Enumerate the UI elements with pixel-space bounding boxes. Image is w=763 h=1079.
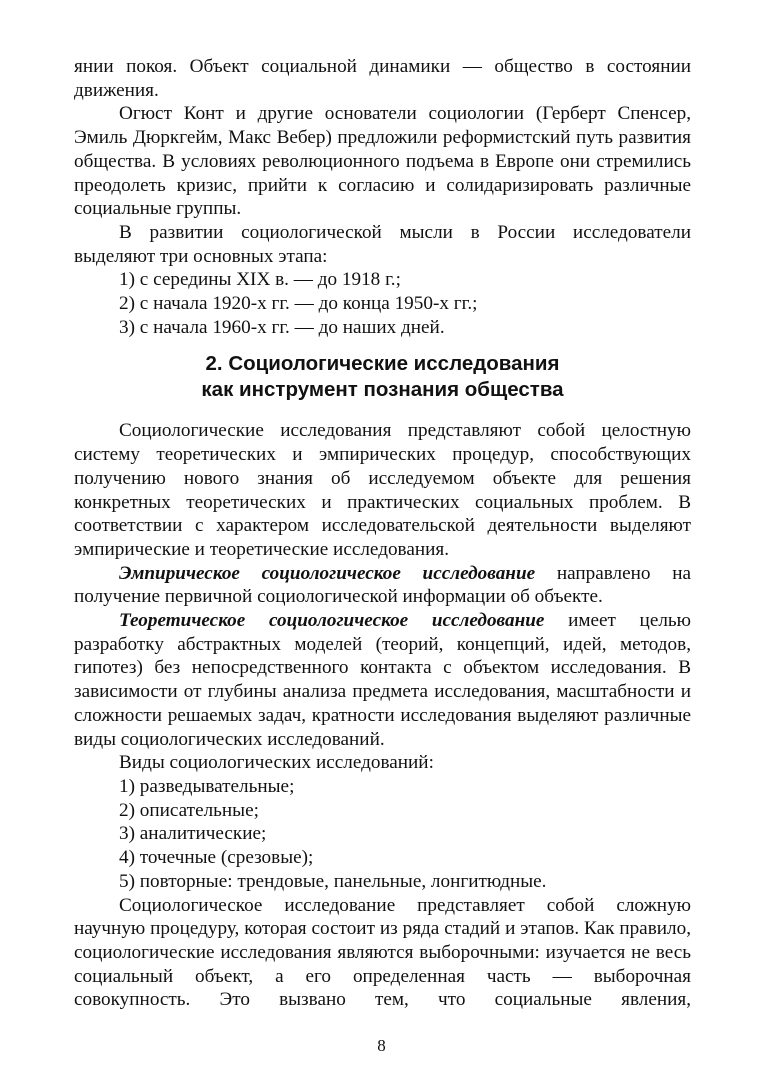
paragraph-theoretical — [74, 609, 691, 751]
paragraph-sampling: Социологическое исследование представляет собой сложную научную процедуру, которая состоит из ряда стадий и этапов. Как правило, социологические исследования являются выборочными: изучается не весь социальный объект, а его определенная часть — выборочная совокупность. Это вызвано тем, что социальные явления, — [74, 894, 691, 1011]
list-item-stage-1: 1) с середины XIX в. — до 1918 г.; — [119, 269, 401, 291]
paragraph-empirical-text: направлено на получение первичной социологической информации об объекте. — [74, 562, 691, 608]
list-item-type-2: 2) описательные; — [119, 799, 259, 821]
paragraph-empirical — [74, 562, 691, 609]
list-item-type-4: 4) точечные (срезовые); — [119, 847, 314, 869]
paragraph-research-definition: Социологические исследования представляют собой целостную систему теоретических и эмпирических процедур, способствующих получению нового знания об исследуемом объекте для решения конкретных теоретических и практических социальных проблем. В соответствии с характером исследовательской деятельности выделяют эмпирические и теоретические исследования. — [74, 420, 691, 560]
page-body — [74, 55, 691, 1012]
section-heading-line-1: 2. Социологические исследования — [205, 352, 560, 376]
paragraph-intro-continuation: янии покоя. Объект социальной динамики — общество в состоянии движения. — [74, 56, 691, 101]
term-empirical: Эмпирическое социологическое исследование — [119, 562, 536, 584]
list-item-stage-2: 2) с начала 1920-х гг. — до конца 1950-х гг.; — [119, 293, 478, 315]
section-heading — [74, 351, 691, 402]
list-item-type-1: 1) разведывательные; — [119, 775, 295, 797]
list-item-stage-3: 3) с начала 1960-х гг. — до наших дней. — [119, 316, 445, 338]
section-heading-line-2: как инструмент познания общества — [201, 377, 564, 401]
paragraph-theoretical-text: имеет целью разработку абстрактных моделей (теорий, концепций, идей, методов, гипотез) без непосредственного контакта с объектом исследования. В зависимости от глубины анализа предмета исследования, масштабности и сложности решаемых задач, кратности исследования выделяют различные виды социологических исследований. — [74, 610, 691, 750]
page-number: 8 — [377, 1036, 386, 1055]
list-item-type-3: 3) аналитические; — [119, 823, 267, 845]
paragraph-comte: Огюст Конт и другие основатели социологии (Герберт Спенсер, Эмиль Дюркгейм, Макс Вебер) предложили реформистский путь развития общества. В условиях революционного подъема в Европе они стремились преодолеть кризис, прийти к согласию и солидаризировать различные социальные группы. — [74, 103, 691, 220]
list-item-type-5: 5) повторные: трендовые, панельные, лонгитюдные. — [119, 870, 547, 892]
term-theoretical: Теоретическое социологическое исследование — [119, 610, 545, 632]
paragraph-types-intro: Виды социологических исследований: — [119, 752, 434, 774]
paragraph-russia-stages: В развитии социологической мысли в России исследователи выделяют три основных этапа: — [74, 221, 691, 267]
